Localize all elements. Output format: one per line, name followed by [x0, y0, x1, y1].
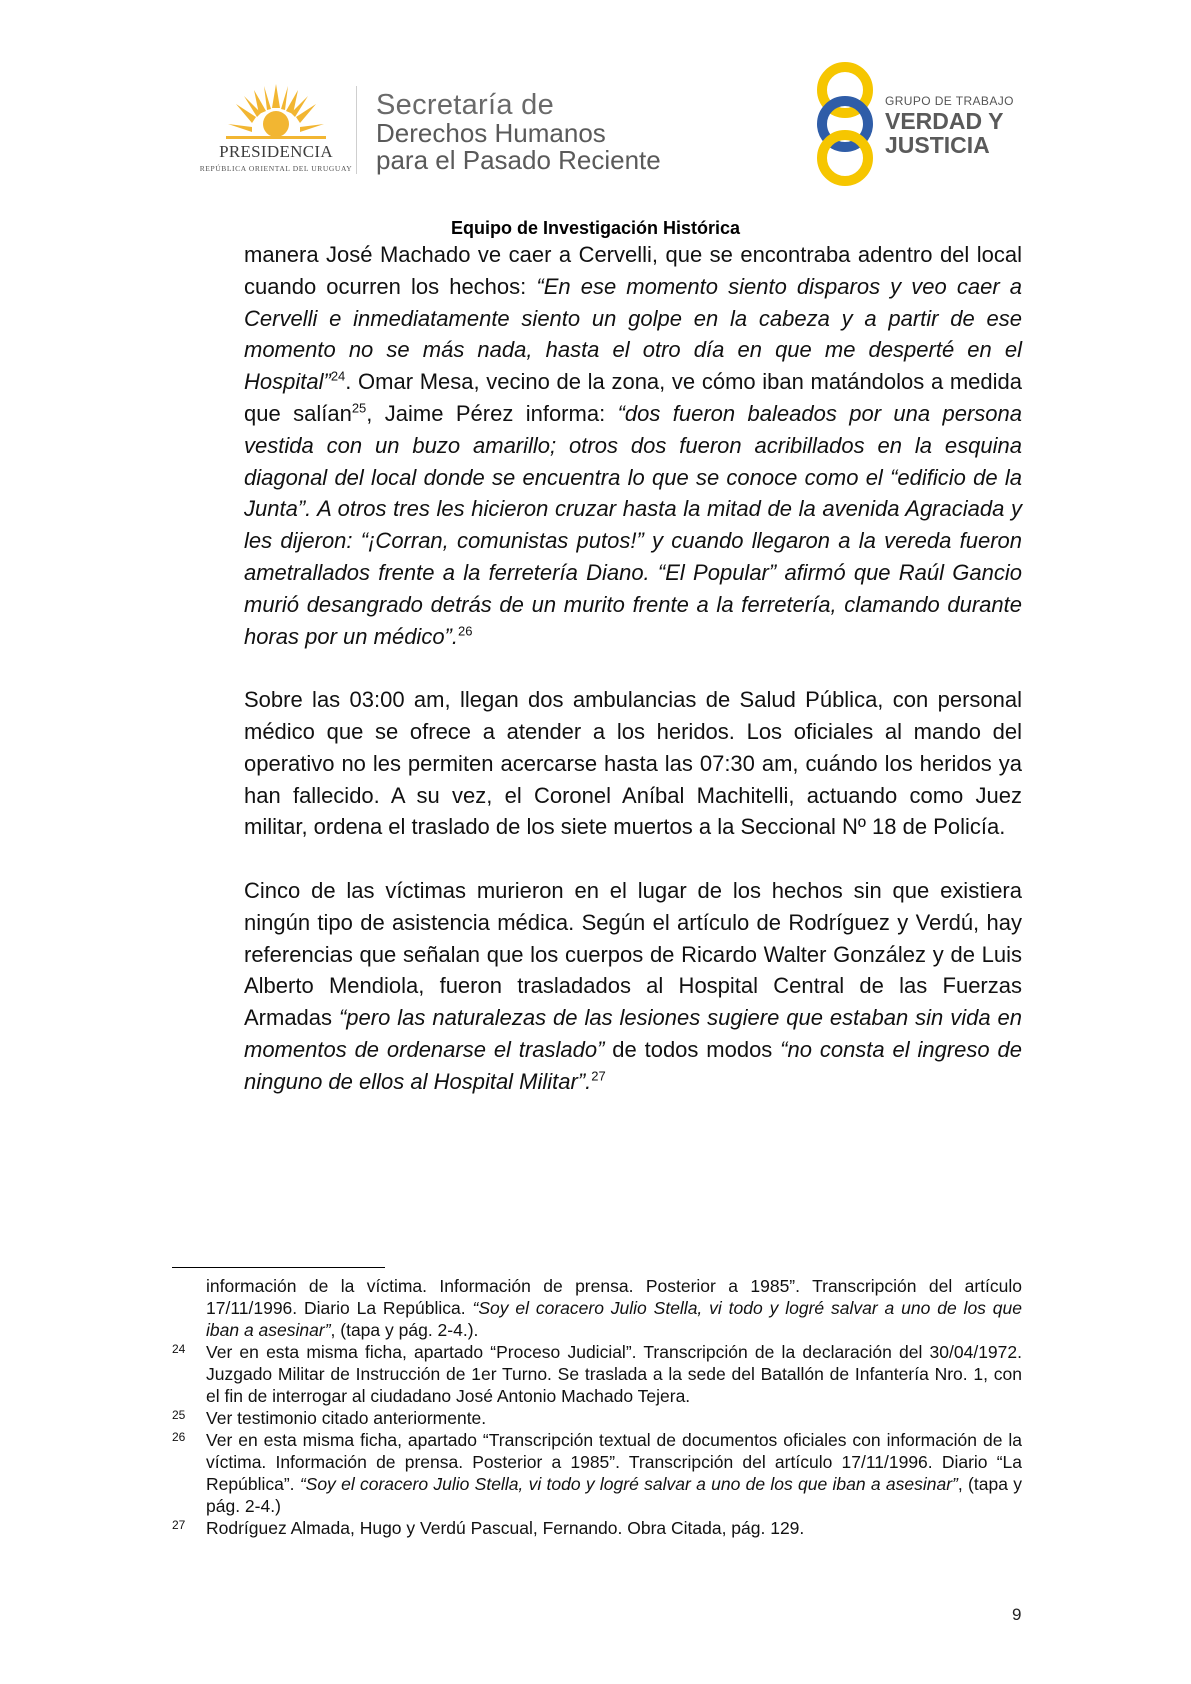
quote-run: “Soy el coracero Julio Stella, vi todo y logré salvar a uno de los que iban a asesinar” — [299, 1474, 958, 1494]
grupo-line3: JUSTICIA — [885, 132, 990, 158]
quote-run: “Soy el coracero Julio Stella, vi todo y logré salvar a uno de los que iban a asesinar” — [206, 1298, 1022, 1340]
footnote-ref: 24 — [330, 368, 346, 384]
secretaria-line2: Derechos Humanos — [376, 118, 606, 148]
text-run: Ver testimonio citado anteriormente. — [206, 1408, 487, 1428]
text-run: . Omar Mesa, vecino de la zona, ve cómo iban matándolos a medida que salían — [244, 369, 1022, 426]
presidencia-subtitle: REPÚBLICA ORIENTAL DEL URUGUAY — [199, 164, 353, 173]
footnote-number: 24 — [172, 1342, 186, 1356]
sun-icon — [226, 82, 326, 142]
text-run: , (tapa y pág. 2-4.). — [330, 1320, 479, 1340]
footnote-ref: 26 — [458, 623, 473, 639]
text-run: Ver en esta misma ficha, apartado “Transcripción textual de documentos oficiales con información de la víctima. Información de prensa. Posterior a 1985”. Transcripción del artículo 17/11/1996. Diario “La República”. — [206, 1430, 1022, 1494]
footnote-separator — [172, 1267, 385, 1268]
paragraph-2: Sobre las 03:00 am, llegan dos ambulancias de Salud Pública, con personal médico que se ofrece a atender a los heridos. Los oficiales al mando del operativo no les permiten acercarse hasta las 07:30 am, cuándo los heridos ya han fallecido. A su vez, el Coronel Aníbal Machitelli, actuando como Juez militar, ordena el traslado de los siete muertos a la Seccional Nº 18 de Policía. — [244, 687, 1022, 840]
text-run: , Jaime Pérez informa: — [366, 400, 618, 426]
presidencia-logo — [196, 82, 356, 177]
paragraph-3 — [244, 875, 1022, 1098]
text-run: de todos modos — [604, 1036, 781, 1062]
team-title: Equipo de Investigación Histórica — [450, 218, 741, 238]
text-run: manera José Machado ve caer a Cervelli, que se encontraba adentro del local cuando ocurren los hechos: — [244, 242, 1022, 299]
footnote-number: 27 — [172, 1518, 186, 1532]
quote-run: “no consta el ingreso de ninguno de ellos al Hospital Militar”. — [244, 1036, 1022, 1094]
secretaria-logo — [376, 90, 661, 174]
grupo-line2: VERDAD Y — [885, 108, 1004, 134]
text-run: información de la víctima. Información de prensa. Posterior a 1985”. Transcripción del artículo 17/11/1996. Diario La República. — [206, 1276, 1022, 1318]
text-run: Ver en esta misma ficha, apartado “Proceso Judicial”. Transcripción de la declaración del 30/04/1972. Juzgado Militar de Instrucción de 1er Turno. Se traslada a la sede del Batallón de Infantería Nro. 1, con el fin de interrogar al ciudadano José Antonio Machado Tejera. — [206, 1342, 1022, 1406]
quote-run: “dos fueron baleados por una persona vestida con un buzo amarillo; otros dos fueron acribillados en la esquina diagonal del local donde se encuentra lo que se conoce como el “edificio de la Junta”. A otros tres les hicieron cruzar hasta la mitad de la avenida Agraciada y les dijeron: “¡Corran, comunistas putos!” y cuando llegaron a la vereda fueron ametrallados frente a la ferretería Diano. “El Popular” afirmó que Raúl Gancio murió desangrado detrás de un murito frente a la ferretería, clamando durante horas por un médico”. — [244, 400, 1023, 649]
quote-run: “pero las naturalezas de las lesiones sugiere que estaban sin vida en momentos de ordenarse el traslado” — [244, 1005, 1022, 1062]
main-text — [244, 239, 1022, 1129]
footnote-ref: 25 — [351, 400, 367, 416]
secretaria-line1: Secretaría de — [376, 89, 554, 121]
footnote-27 — [172, 1517, 1022, 1539]
text-run: Cinco de las víctimas murieron en el lugar de los hechos sin que existiera ningún tipo de asistencia médica. Según el artículo de Rodríguez y Verdú, hay referencias que señalan que los cuerpos de Ricardo Walter González y de Luis Alberto Mendiola, fueron trasladados al Hospital Central de las Fuerzas Armadas — [244, 877, 1022, 1031]
presidencia-name: PRESIDENCIA — [219, 142, 333, 161]
footnote-continuation — [172, 1275, 1022, 1341]
secretaria-line3: para el Pasado Reciente — [376, 145, 661, 175]
quote-run: “En ese momento siento disparos y veo caer a Cervelli e inmediatamente siento un golpe en la cabeza y a partir de ese momento no se más nada, hasta el otro día en que me desperté en el Hospital” — [244, 273, 1022, 395]
page-number: 9 — [1012, 1605, 1022, 1624]
footnote-24 — [172, 1341, 1022, 1407]
page-header — [0, 0, 1191, 200]
text-run: , (tapa y pág. 2-4.) — [206, 1474, 1022, 1516]
paragraph-1 — [244, 239, 1022, 652]
footnote-number: 25 — [172, 1408, 186, 1422]
header-divider — [356, 86, 357, 174]
footnotes — [172, 1275, 1022, 1539]
footnote-ref: 27 — [591, 1068, 606, 1084]
footnote-25 — [172, 1407, 1022, 1429]
rings-icon — [810, 62, 880, 187]
text-run: Rodríguez Almada, Hugo y Verdú Pascual, Fernando. Obra Citada, pág. 129. — [206, 1518, 805, 1538]
grupo-line1: GRUPO DE TRABAJO — [885, 94, 1014, 108]
grupo-trabajo-logo — [810, 62, 1040, 192]
footnote-26 — [172, 1429, 1022, 1517]
footnote-number: 26 — [172, 1430, 186, 1444]
